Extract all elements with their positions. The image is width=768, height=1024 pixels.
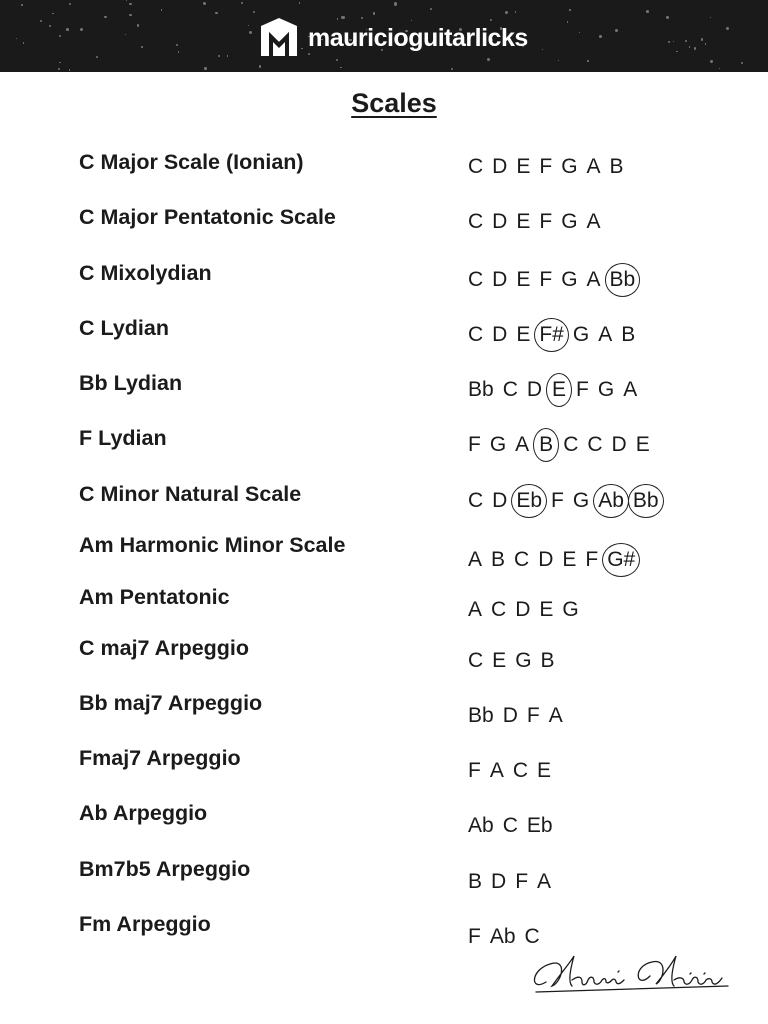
scale-name: C Major Pentatonic Scale: [79, 205, 336, 229]
circled-note: B: [533, 428, 559, 462]
handwritten-signature: [528, 952, 738, 1002]
note: C: [468, 489, 484, 512]
texture-speck: [487, 58, 490, 61]
scale-row: [0, 205, 768, 245]
note: B: [540, 649, 555, 672]
note: D: [492, 268, 508, 291]
note: F: [576, 378, 589, 401]
note: D: [492, 155, 508, 178]
note: D: [611, 433, 627, 456]
scale-notes: [468, 701, 563, 731]
texture-speck: [66, 28, 68, 30]
texture-speck: [241, 2, 243, 4]
circled-note: E: [546, 373, 572, 407]
note: D: [526, 378, 543, 401]
scale-notes: [468, 811, 553, 841]
scale-name: Am Pentatonic: [79, 585, 230, 609]
note: D: [491, 870, 507, 893]
texture-speck: [218, 55, 220, 57]
note: C: [524, 925, 540, 948]
scale-notes: [468, 867, 551, 897]
circled-note: F#: [534, 318, 569, 352]
note: A: [586, 155, 601, 178]
texture-speck: [137, 24, 140, 27]
scale-name: Bb maj7 Arpeggio: [79, 691, 263, 715]
scale-row: [0, 533, 768, 573]
scale-notes: [468, 207, 601, 237]
texture-speck: [430, 8, 432, 10]
note: E: [516, 268, 531, 291]
scale-row: [0, 801, 768, 841]
note: D: [492, 489, 508, 512]
texture-speck: [69, 3, 71, 5]
texture-speck: [248, 25, 249, 26]
note: F: [551, 489, 564, 512]
note: B: [468, 870, 483, 893]
texture-speck: [726, 27, 729, 30]
scale-notes: [468, 543, 635, 577]
scale-notes: [468, 484, 659, 518]
note: G: [572, 489, 590, 512]
texture-speck: [569, 9, 571, 11]
texture-speck: [515, 11, 517, 13]
note: E: [635, 433, 650, 456]
scale-name: Fmaj7 Arpeggio: [79, 746, 241, 770]
texture-speck: [59, 62, 61, 64]
scale-name: Bb Lydian: [79, 371, 183, 395]
texture-speck: [161, 9, 162, 10]
texture-speck: [52, 13, 53, 14]
texture-speck: [705, 43, 706, 44]
texture-speck: [249, 31, 252, 34]
texture-speck: [340, 67, 341, 68]
circled-note: Eb: [511, 484, 547, 518]
scale-name: C maj7 Arpeggio: [79, 636, 250, 660]
note: F: [468, 759, 481, 782]
note: C: [502, 378, 518, 401]
note: A: [586, 268, 601, 291]
scale-notes: [468, 922, 540, 952]
note: C: [468, 210, 484, 233]
texture-speck: [676, 51, 678, 53]
texture-speck: [373, 12, 375, 14]
texture-speck: [141, 46, 143, 48]
note: D: [538, 548, 554, 571]
brand[interactable]: [258, 18, 528, 58]
texture-speck: [685, 40, 687, 42]
scale-row: [0, 912, 768, 952]
texture-speck: [40, 20, 42, 22]
note: C: [563, 433, 579, 456]
circled-note: G#: [602, 543, 640, 577]
note: A: [468, 598, 483, 621]
texture-speck: [80, 28, 83, 31]
note: C: [468, 268, 484, 291]
header-banner: [0, 0, 768, 72]
scale-name: C Mixolydian: [79, 261, 212, 285]
note: A: [623, 378, 638, 401]
texture-speck: [615, 29, 618, 32]
note: G: [489, 433, 507, 456]
texture-speck: [451, 68, 454, 71]
texture-speck: [710, 60, 713, 63]
scale-notes: [468, 428, 650, 462]
texture-speck: [567, 21, 569, 23]
scale-row: [0, 482, 768, 522]
note: E: [537, 759, 552, 782]
texture-speck: [69, 69, 71, 71]
scale-row: [0, 636, 768, 676]
texture-speck: [253, 11, 255, 13]
note: G: [561, 155, 578, 178]
scale-notes: [468, 263, 635, 297]
note: E: [516, 323, 531, 346]
note: C: [514, 548, 530, 571]
texture-speck: [666, 16, 668, 18]
scale-row: [0, 746, 768, 786]
texture-speck: [126, 0, 127, 1]
page-title: Scales: [351, 88, 437, 118]
m-monogram-icon: [258, 18, 300, 58]
texture-speck: [599, 35, 602, 38]
note: A: [515, 433, 530, 456]
note: G: [597, 378, 615, 401]
texture-speck: [259, 65, 262, 68]
scale-notes: [468, 756, 551, 786]
note: G: [515, 649, 532, 672]
scale-notes: [468, 595, 579, 625]
note: F: [539, 155, 553, 178]
note: B: [621, 323, 636, 346]
texture-speck: [505, 11, 508, 14]
note: Eb: [526, 814, 553, 837]
circled-note: Ab: [593, 484, 629, 518]
note: F: [526, 704, 540, 727]
scale-row: [0, 857, 768, 897]
note: A: [548, 704, 563, 727]
texture-speck: [96, 56, 98, 58]
note: C: [502, 814, 518, 837]
circled-note: Bb: [605, 263, 641, 297]
texture-speck: [299, 2, 300, 3]
scale-notes: [468, 373, 637, 407]
texture-speck: [129, 3, 132, 6]
scale-name: Ab Arpeggio: [79, 801, 208, 825]
note: C: [468, 323, 484, 346]
note: A: [537, 870, 552, 893]
texture-speck: [719, 68, 720, 69]
note: F: [515, 870, 529, 893]
texture-speck: [694, 47, 696, 49]
note: F: [468, 433, 481, 456]
note: D: [492, 323, 508, 346]
scale-notes: [468, 646, 555, 676]
note: B: [491, 548, 506, 571]
note: F: [539, 210, 553, 233]
texture-speck: [104, 16, 106, 18]
texture-speck: [178, 51, 180, 53]
scale-name: Am Harmonic Minor Scale: [79, 533, 346, 557]
note: G: [561, 268, 578, 291]
note: G: [562, 598, 579, 621]
note: Ab: [468, 814, 494, 837]
scale-row: [0, 691, 768, 731]
scale-name: F Lydian: [79, 426, 167, 450]
note: F: [468, 925, 481, 948]
texture-speck: [129, 14, 131, 16]
scale-row: [0, 426, 768, 466]
scale-name: C Minor Natural Scale: [79, 482, 302, 506]
note: G: [572, 323, 590, 346]
note: D: [492, 210, 508, 233]
texture-speck: [21, 4, 23, 6]
note: B: [609, 155, 624, 178]
note: D: [502, 704, 518, 727]
note: Ab: [489, 925, 516, 948]
scale-row: [0, 150, 768, 190]
texture-speck: [203, 2, 206, 5]
texture-speck: [394, 2, 397, 5]
scale-name: C Major Scale (Ionian): [79, 150, 304, 174]
note: C: [587, 433, 603, 456]
texture-speck: [646, 10, 649, 13]
texture-speck: [16, 38, 17, 39]
note: F: [539, 268, 553, 291]
texture-speck: [49, 25, 51, 27]
texture-speck: [542, 49, 543, 50]
note: E: [516, 210, 531, 233]
texture-speck: [741, 62, 743, 64]
circled-note: Bb: [628, 484, 664, 518]
note: F: [585, 548, 599, 571]
texture-speck: [587, 60, 589, 62]
texture-speck: [710, 17, 711, 18]
scale-row: [0, 316, 768, 356]
texture-speck: [204, 67, 207, 70]
note: C: [468, 649, 484, 672]
note: C: [512, 759, 529, 782]
texture-speck: [227, 55, 229, 57]
scale-row: [0, 261, 768, 301]
texture-speck: [23, 42, 25, 44]
texture-speck: [176, 44, 178, 46]
texture-speck: [579, 32, 580, 33]
note: Bb: [468, 704, 494, 727]
texture-speck: [58, 68, 60, 70]
note: G: [561, 210, 578, 233]
texture-speck: [701, 38, 704, 41]
note: E: [492, 649, 507, 672]
scale-name: Fm Arpeggio: [79, 912, 211, 936]
texture-speck: [668, 41, 670, 43]
note: A: [598, 323, 613, 346]
scale-notes: [468, 318, 635, 352]
note: A: [586, 210, 601, 233]
scale-name: Bm7b5 Arpeggio: [79, 857, 251, 881]
note: E: [539, 598, 554, 621]
note: D: [515, 598, 531, 621]
note: C: [468, 155, 484, 178]
note: E: [516, 155, 531, 178]
texture-speck: [215, 12, 217, 14]
note: E: [562, 548, 577, 571]
note: A: [489, 759, 504, 782]
texture-speck: [59, 35, 61, 37]
scale-row: [0, 585, 768, 625]
texture-speck: [673, 41, 674, 42]
note: A: [468, 548, 483, 571]
texture-speck: [125, 34, 126, 35]
scale-notes: [468, 152, 624, 182]
scale-row: [0, 371, 768, 411]
note: C: [491, 598, 507, 621]
note: Bb: [468, 378, 494, 401]
texture-speck: [336, 59, 338, 61]
brand-name: mauricioguitarlicks: [308, 23, 528, 52]
scale-name: C Lydian: [79, 316, 169, 340]
texture-speck: [689, 46, 690, 47]
texture-speck: [558, 60, 559, 61]
